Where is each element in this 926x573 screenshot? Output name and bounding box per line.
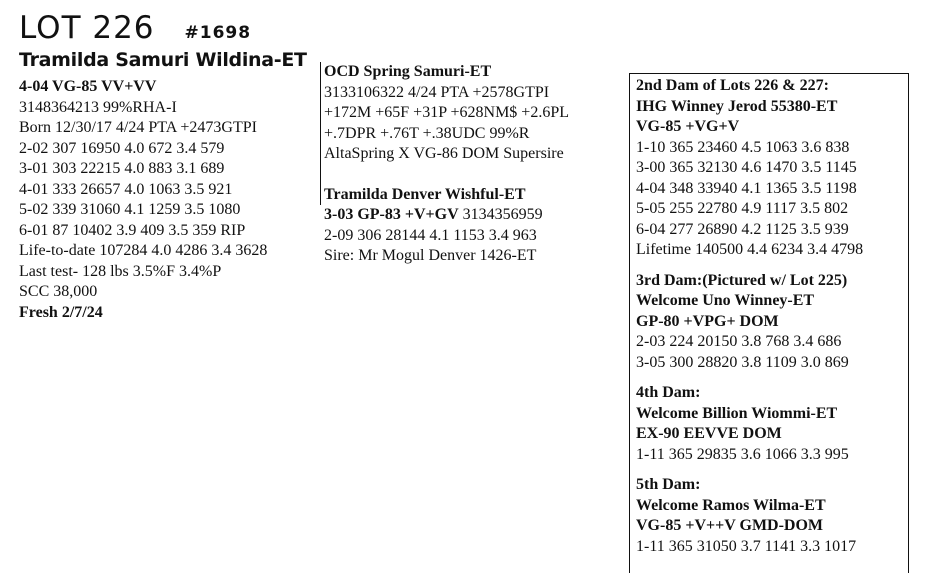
scc-line: SCC 38,000 (19, 283, 98, 300)
ancestry-heading: 2nd Dam of Lots 226 & 227: (636, 77, 829, 94)
ancestor-name: Welcome Ramos Wilma-ET (636, 496, 826, 514)
ancestor-record: 2-03 224 20150 3.8 768 3.4 686 (636, 333, 842, 350)
sire-info-line: AltaSpring X VG-86 DOM Supersire (324, 145, 564, 162)
fresh-date-line: Fresh 2/7/24 (19, 303, 103, 321)
lactation-record: 6-01 87 10402 3.9 409 3.5 359 RIP (19, 221, 246, 239)
ancestor-lifetime: Lifetime 140500 4.4 6234 3.4 4798 (636, 241, 864, 258)
ancestor-record: 3-05 300 28820 3.8 1109 3.0 869 (636, 353, 849, 371)
ancestor-classification: VG-85 +V++V GMD-DOM (636, 517, 824, 534)
classification-line: 4-04 VG-85 VV+VV (19, 78, 157, 95)
registration-line: 3148364213 99%RHA-I (19, 98, 177, 116)
ancestry-box (629, 73, 909, 573)
dam-sire-line: Sire: Mr Mogul Denver 1426-ET (324, 247, 537, 264)
ancestor-name: IHG Winney Jerod 55380-ET (636, 97, 838, 115)
sire-section (320, 62, 569, 205)
catalog-number: #1698 (184, 23, 252, 43)
ancestor-record: 4-04 348 33940 4.1 1365 3.5 1198 (636, 179, 857, 197)
ancestor-record: 1-11 365 31050 3.7 1141 3.3 1017 (636, 537, 857, 555)
ancestry-heading: 3rd Dam:(Pictured w/ Lot 225) (636, 271, 848, 289)
lot-header (19, 10, 251, 46)
ancestor-record: 6-04 277 26890 4.2 1125 3.5 939 (636, 220, 849, 238)
ancestry-heading: 4th Dam: (636, 384, 701, 401)
ancestry-heading: 5th Dam: (636, 476, 701, 493)
ancestor-record: 1-11 365 29835 3.6 1066 3.3 995 (636, 445, 849, 463)
dam-classification: 3-03 GP-83 +V+GV (324, 206, 459, 223)
animal-name: Tramilda Samuri Wildina-ET (19, 49, 307, 71)
lactation-record: 3-01 303 22215 4.0 883 3.1 689 (19, 160, 225, 177)
spacer (324, 165, 569, 185)
dam-registration: 3134356959 (458, 206, 543, 223)
dam-section (320, 205, 569, 267)
dam-record: 2-09 306 28144 4.1 1153 3.4 963 (324, 226, 537, 244)
sire-dam-column (320, 62, 569, 267)
ancestor-classification: GP-80 +VPG+ DOM (636, 312, 779, 330)
animal-details (19, 77, 267, 323)
lactation-record: 4-01 333 26657 4.0 1063 3.5 921 (19, 180, 233, 198)
sire-info-line: 3133106322 4/24 PTA +2578GTPI (324, 83, 550, 101)
lactation-record: 2-02 307 16950 4.0 672 3.4 579 (19, 139, 225, 157)
ancestor-classification: VG-85 +VG+V (636, 118, 740, 135)
sire-info-line: +172M +65F +31P +628NM$ +2.6PL (324, 104, 569, 121)
ancestor-classification: EX-90 EEVVE DOM (636, 425, 782, 442)
ancestor-record: 5-05 255 22780 4.9 1117 3.5 802 (636, 200, 849, 217)
sire-name: OCD Spring Samuri-ET (324, 63, 492, 80)
life-to-date-line: Life-to-date 107284 4.0 4286 3.4 3628 (19, 242, 268, 259)
last-test-line: Last test- 128 lbs 3.5%F 3.4%P (19, 262, 222, 280)
ancestor-name: Welcome Billion Wiommi-ET (636, 404, 838, 422)
ancestor-record: 3-00 365 32130 4.6 1470 3.5 1145 (636, 159, 857, 176)
ancestor-record: 1-10 365 23460 4.5 1063 3.6 838 (636, 138, 850, 156)
dam-name: Tramilda Denver Wishful-ET (324, 185, 526, 203)
birth-pta-line: Born 12/30/17 4/24 PTA +2473GTPI (19, 119, 257, 136)
sire-info-line: +.7DPR +.76T +.38UDC 99%R (324, 124, 530, 142)
ancestor-name: Welcome Uno Winney-ET (636, 292, 815, 309)
lot-title: LOT 226 (19, 10, 155, 46)
lactation-record: 5-02 339 31060 4.1 1259 3.5 1080 (19, 201, 241, 218)
